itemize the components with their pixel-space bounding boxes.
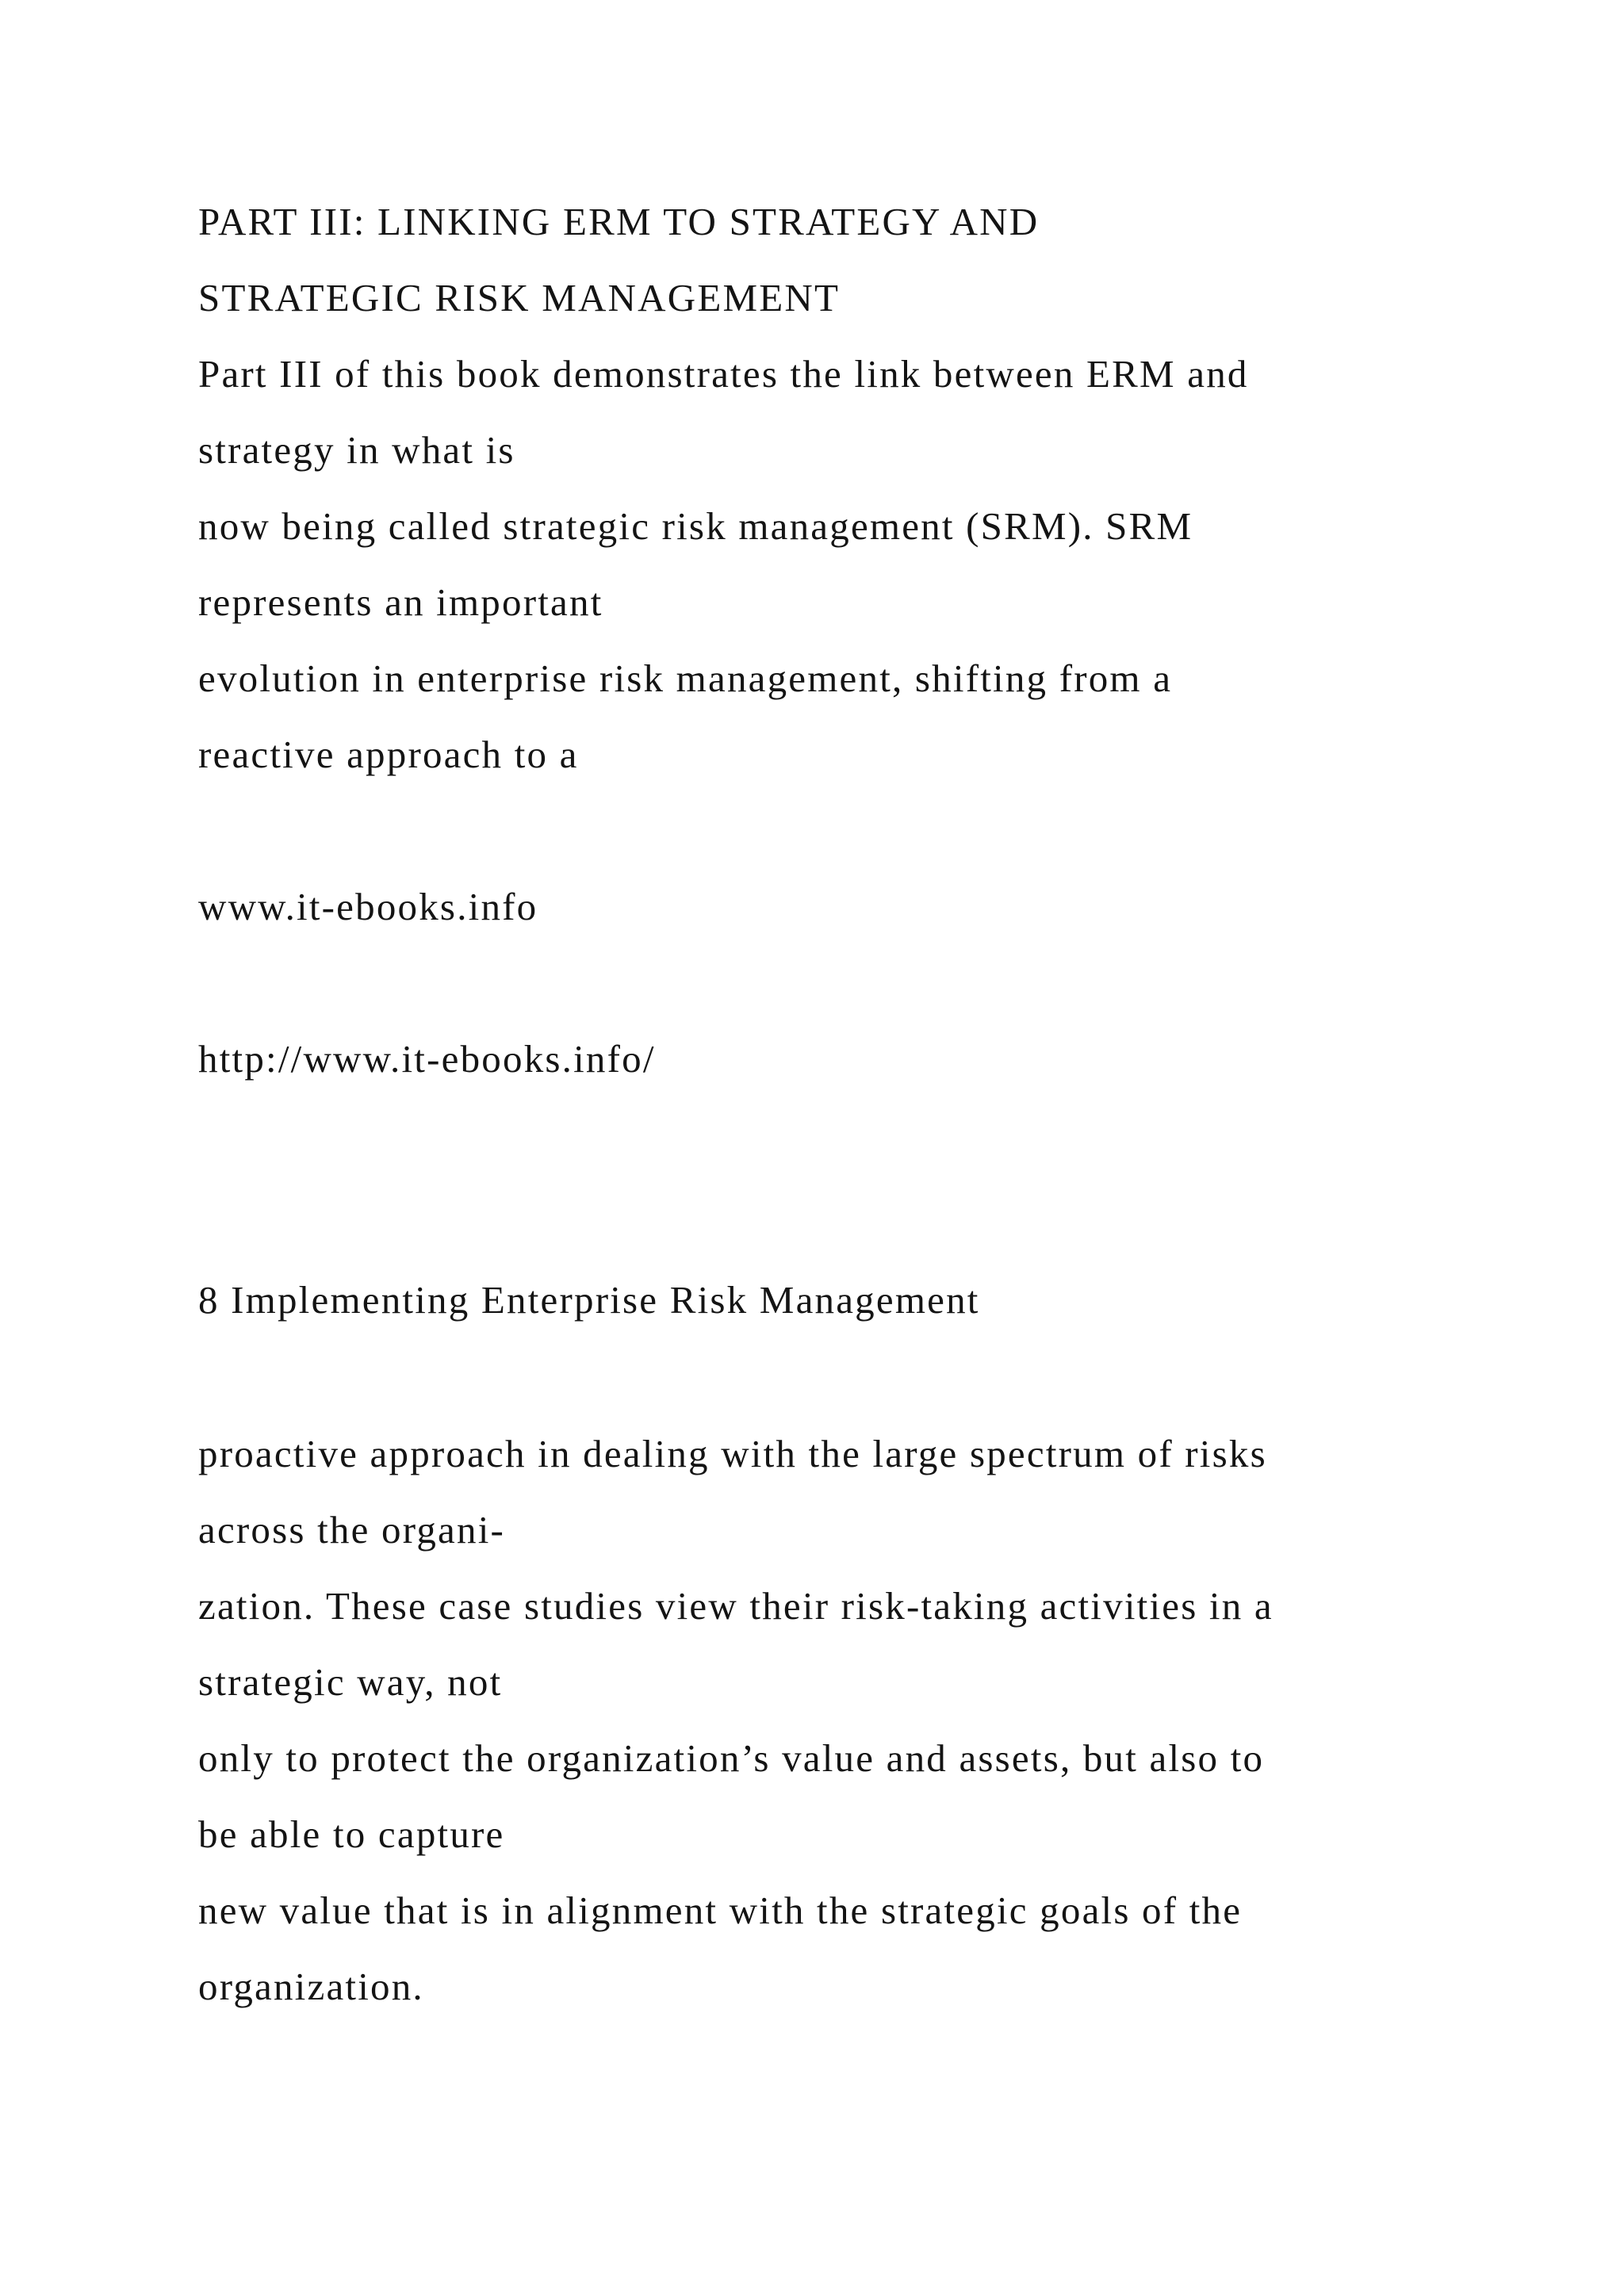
body-text-line: strategic way, not	[198, 1660, 503, 1704]
body-text-line: zation. These case studies view their risk-taking activities in a	[198, 1584, 1274, 1628]
body-text-line: evolution in enterprise risk management, shifting from a	[198, 656, 1173, 700]
body-text-line: represents an important	[198, 580, 603, 624]
body-text-line: reactive approach to a	[198, 733, 579, 776]
body-text-line: organization.	[198, 1965, 424, 2008]
part-heading-line-2: STRATEGIC RISK MANAGEMENT	[198, 276, 841, 320]
body-text-line: now being called strategic risk management (SRM). SRM	[198, 504, 1193, 548]
body-text-line: only to protect the organization’s value and assets, but also to	[198, 1736, 1265, 1780]
body-text-line: proactive approach in dealing with the large spectrum of risks	[198, 1432, 1267, 1475]
body-text-line: new value that is in alignment with the strategic goals of the	[198, 1888, 1243, 1932]
source-url: http://www.it-ebooks.info/	[198, 1037, 656, 1081]
body-text-line: Part III of this book demonstrates the link between ERM and	[198, 352, 1249, 396]
running-header: 8 Implementing Enterprise Risk Management	[198, 1278, 980, 1322]
source-text: www.it-ebooks.info	[198, 885, 538, 928]
body-text-line: strategy in what is	[198, 428, 515, 472]
body-text-line: be able to capture	[198, 1812, 505, 1856]
body-text-line: across the organi-	[198, 1508, 506, 1552]
part-heading-line-1: PART III: LINKING ERM TO STRATEGY AND	[198, 200, 1040, 243]
